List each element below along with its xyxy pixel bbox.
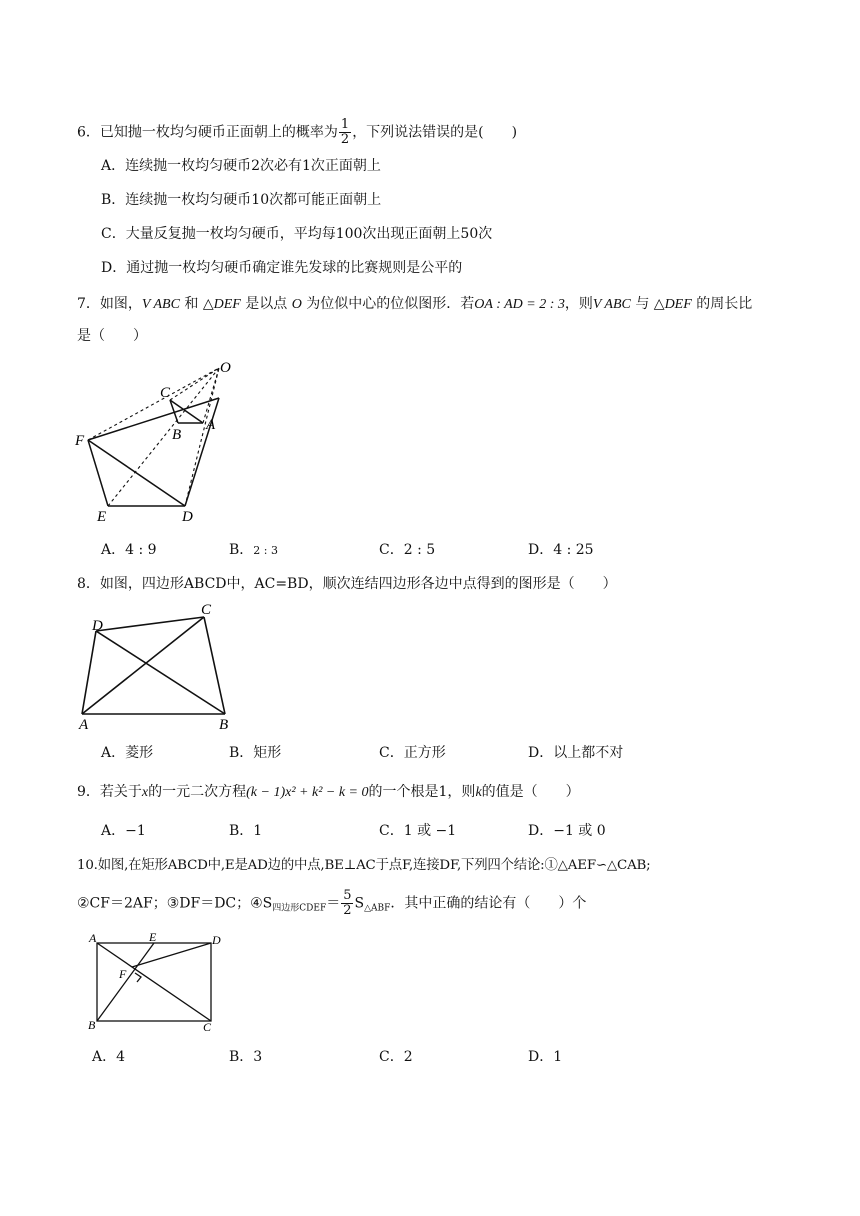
- q10-label-f: F: [119, 967, 127, 981]
- q10-option-d[interactable]: D．1: [528, 1049, 563, 1065]
- q6-stem: [77, 118, 517, 147]
- q7-label-c: C: [160, 385, 171, 401]
- q8-label-a: A: [79, 717, 89, 733]
- q7-option-d[interactable]: D．4 : 25: [528, 542, 594, 558]
- q10-label-a: A: [89, 931, 97, 945]
- q6-option-c[interactable]: C．大量反复抛一枚均匀硬币，平均每100次出现正面朝上50次: [101, 226, 493, 242]
- q6-option-a[interactable]: A．连续抛一枚均匀硬币2次必有1次正面朝上: [101, 158, 381, 174]
- q9-option-d[interactable]: D．−1 或 0: [528, 823, 606, 839]
- q10-label-c: C: [203, 1020, 212, 1034]
- q8-label-b: B: [219, 717, 229, 733]
- q7-label-b: B: [172, 427, 182, 443]
- q7-triangle-def: △DEF: [202, 297, 241, 312]
- q7-option-c[interactable]: C．2 : 5: [379, 542, 436, 558]
- q7-label-d: D: [182, 509, 193, 525]
- q10-option-b[interactable]: B．3: [229, 1049, 263, 1065]
- q7-option-b[interactable]: B．2 : 3: [229, 542, 278, 558]
- q8-stem: 8．如图，四边形ABCD中，AC=BD，顺次连结四边形各边中点得到的图形是（ ）: [77, 576, 617, 592]
- q7-label-o: O: [220, 360, 231, 376]
- q6-option-b[interactable]: B．连续抛一枚均匀硬币10次都可能正面朝上: [101, 192, 382, 208]
- q6-stem-after: ，下列说法错误的是( ): [352, 124, 518, 141]
- q7-ratio: OA : AD = 2 : 3: [474, 297, 565, 312]
- q8-option-b[interactable]: B．矩形: [229, 745, 282, 761]
- q7-stem-line2: 是（ ）: [77, 328, 147, 344]
- q8-label-c: C: [201, 602, 212, 618]
- q10-option-c[interactable]: C．2: [379, 1049, 413, 1065]
- q7-label-f: F: [75, 433, 85, 449]
- q9-equation: (k − 1)x² + k² − k = 0: [246, 785, 369, 800]
- q10-option-a[interactable]: A．4: [92, 1049, 126, 1065]
- q10-stem-line2: ②CF＝2AF；③DF＝DC；$④S_{四边形CDEF}=$ $\frac{5}{2}$ $S_{\triangle ABF}$．其中正确的结论有（ ）个: [77, 888, 587, 918]
- q9-option-b[interactable]: B．1: [229, 823, 263, 839]
- q10-label-b: B: [88, 1018, 96, 1032]
- q10-stem-line1: 10.如图,在矩形ABCD中,E是AD边的中点,BE⊥AC于点F,连接DF,下列四个结论:①△AEF∽△CAB;: [77, 858, 651, 873]
- q10-figure: [85, 930, 230, 1035]
- q7-label-a: A: [206, 417, 216, 433]
- q9-var-k: k: [475, 785, 482, 800]
- q7-point-o: O: [291, 297, 302, 312]
- q7-triangle-abc: V ABC: [141, 297, 180, 312]
- q7-figure: [70, 355, 250, 525]
- q8-label-d: D: [92, 618, 103, 634]
- q6-fraction: $\frac{1}{2}$: [340, 117, 350, 147]
- q7-stem-line1: 7．如图，V ABC 和 △DEF 是以点 O 为位似中心的位似图形．若OA : AD = 2 : 3，则V ABC 与 △DEF 的周长比: [77, 296, 753, 312]
- q6-option-d[interactable]: D．通过抛一枚均匀硬币确定谁先发球的比赛规则是公平的: [101, 260, 463, 276]
- q9-var-x: x: [141, 785, 149, 800]
- q8-option-c[interactable]: C．正方形: [379, 745, 446, 761]
- q9-option-c[interactable]: C．1 或 −1: [379, 823, 457, 839]
- q9-option-a[interactable]: A．−1: [101, 823, 146, 839]
- q8-option-a[interactable]: A．菱形: [101, 745, 154, 761]
- q10-label-d: D: [212, 933, 221, 947]
- q10-label-e: E: [149, 930, 157, 944]
- q8-option-d[interactable]: D．以上都不对: [528, 745, 624, 761]
- q6-stem-before: 6．已知抛一枚均匀硬币正面朝上的概率为: [77, 124, 338, 141]
- q7-label-e: E: [97, 509, 107, 525]
- q10-fraction: $\frac{5}{2}$: [343, 888, 352, 918]
- q7-option-a[interactable]: A．4 : 9: [101, 542, 157, 558]
- q9-stem: 9．若关于x的一元二次方程(k − 1)x² + k² − k = 0的一个根是1，则k的值是（ ）: [77, 784, 580, 800]
- q8-figure: [70, 598, 250, 738]
